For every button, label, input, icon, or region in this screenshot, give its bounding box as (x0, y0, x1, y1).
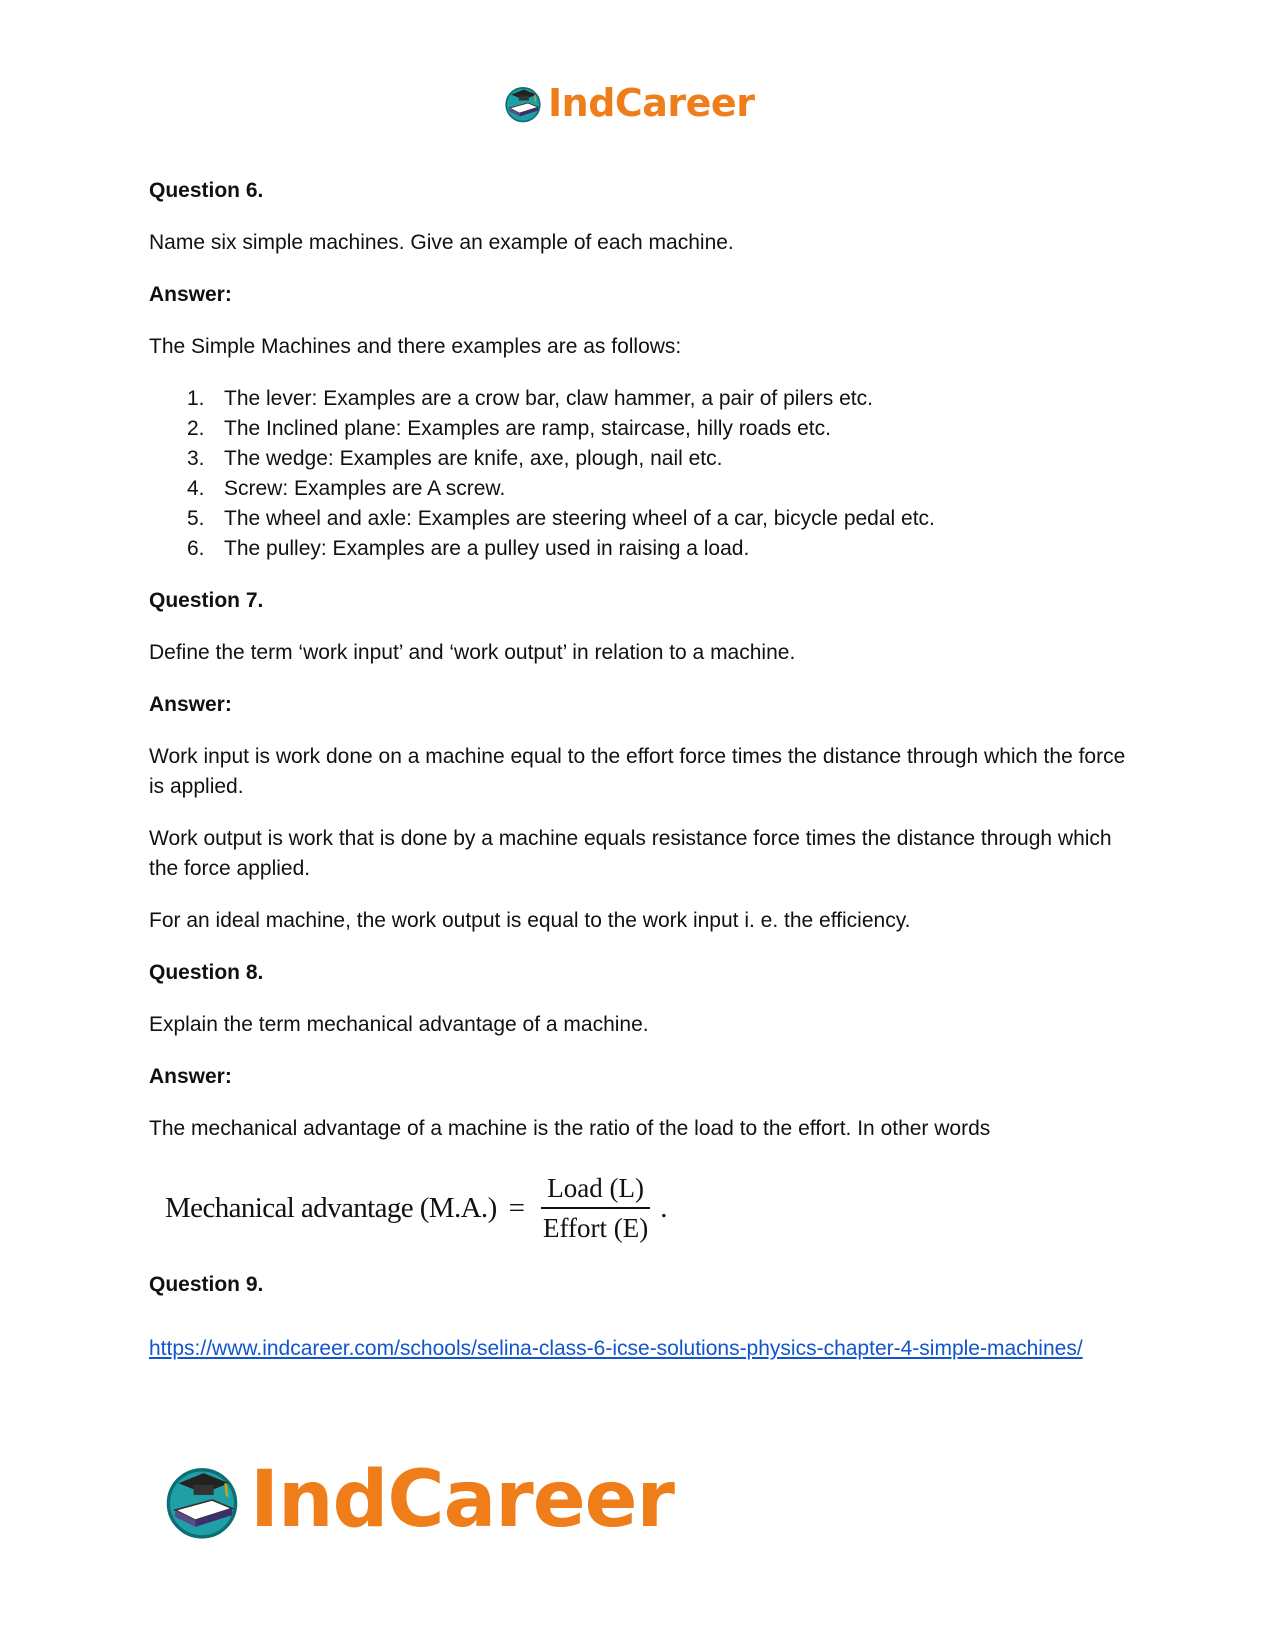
header-logo-text: IndCareer (548, 81, 755, 125)
list-item-text: The wheel and axle: Examples are steering wheel of a car, bicycle pedal etc. (224, 507, 935, 530)
list-item-number: 2. (187, 417, 205, 440)
mechanical-advantage-formula (165, 1172, 1139, 1244)
question-7-answer-para-2: Work output is work that is done by a machine equals resistance force times the distance through which the force applied. (149, 827, 1112, 880)
list-item (149, 384, 1139, 414)
source-url-link[interactable]: https://www.indcareer.com/schools/selina-class-6-icse-solutions-physics-chapter-4-simple-machines/ (149, 1337, 1083, 1360)
question-6-answer-intro: The Simple Machines and there examples are as follows: (149, 335, 682, 358)
header-logo (502, 80, 754, 126)
question-8-heading: Question 8. (149, 961, 264, 984)
question-6-answer-label: Answer: (149, 283, 232, 306)
graduation-book-globe-icon (502, 82, 544, 124)
formula-fraction (537, 1171, 654, 1245)
graduation-book-globe-icon (160, 1458, 244, 1542)
list-item (149, 444, 1139, 474)
list-item-text: The Inclined plane: Examples are ramp, staircase, hilly roads etc. (224, 417, 831, 440)
list-item-number: 6. (187, 537, 205, 560)
question-6-heading: Question 6. (149, 179, 264, 202)
list-item-text: The lever: Examples are a crow bar, claw hammer, a pair of pilers etc. (224, 387, 873, 410)
formula-equals: = (508, 1192, 526, 1224)
question-8-answer-para-1: The mechanical advantage of a machine is the ratio of the load to the effort. In other words (149, 1117, 991, 1140)
list-item (149, 534, 1139, 564)
question-6-text: Name six simple machines. Give an example of each machine. (149, 231, 734, 254)
question-7-answer-para-1: Work input is work done on a machine equal to the effort force times the distance through which the force is applied. (149, 745, 1126, 798)
formula-numerator: Load (L) (541, 1171, 650, 1209)
formula-end: . (660, 1192, 668, 1224)
footer-logo (160, 1455, 674, 1545)
list-item-number: 4. (187, 477, 205, 500)
list-item-text: Screw: Examples are A screw. (224, 477, 506, 500)
question-9-heading: Question 9. (149, 1273, 264, 1296)
question-7-heading: Question 7. (149, 589, 264, 612)
list-item-number: 1. (187, 387, 205, 410)
list-item (149, 414, 1139, 444)
question-7-text: Define the term ‘work input’ and ‘work output’ in relation to a machine. (149, 641, 796, 664)
question-8-answer-label: Answer: (149, 1065, 232, 1088)
question-7-answer-para-3: For an ideal machine, the work output is equal to the work input i. e. the efficiency. (149, 909, 911, 932)
list-item-text: The wedge: Examples are knife, axe, plough, nail etc. (224, 447, 723, 470)
list-item (149, 504, 1139, 534)
simple-machines-list (149, 384, 1139, 564)
formula-denominator: Effort (E) (543, 1213, 649, 1243)
question-8-text: Explain the term mechanical advantage of a machine. (149, 1013, 649, 1036)
document-body (149, 176, 1139, 1364)
list-item-number: 3. (187, 447, 205, 470)
question-7-answer-label: Answer: (149, 693, 232, 716)
list-item (149, 474, 1139, 504)
formula-lhs: Mechanical advantage (M.A.) (165, 1192, 497, 1224)
list-item-text: The pulley: Examples are a pulley used in raising a load. (224, 537, 750, 560)
list-item-number: 5. (187, 507, 205, 530)
footer-logo-text: IndCareer (250, 1455, 674, 1545)
